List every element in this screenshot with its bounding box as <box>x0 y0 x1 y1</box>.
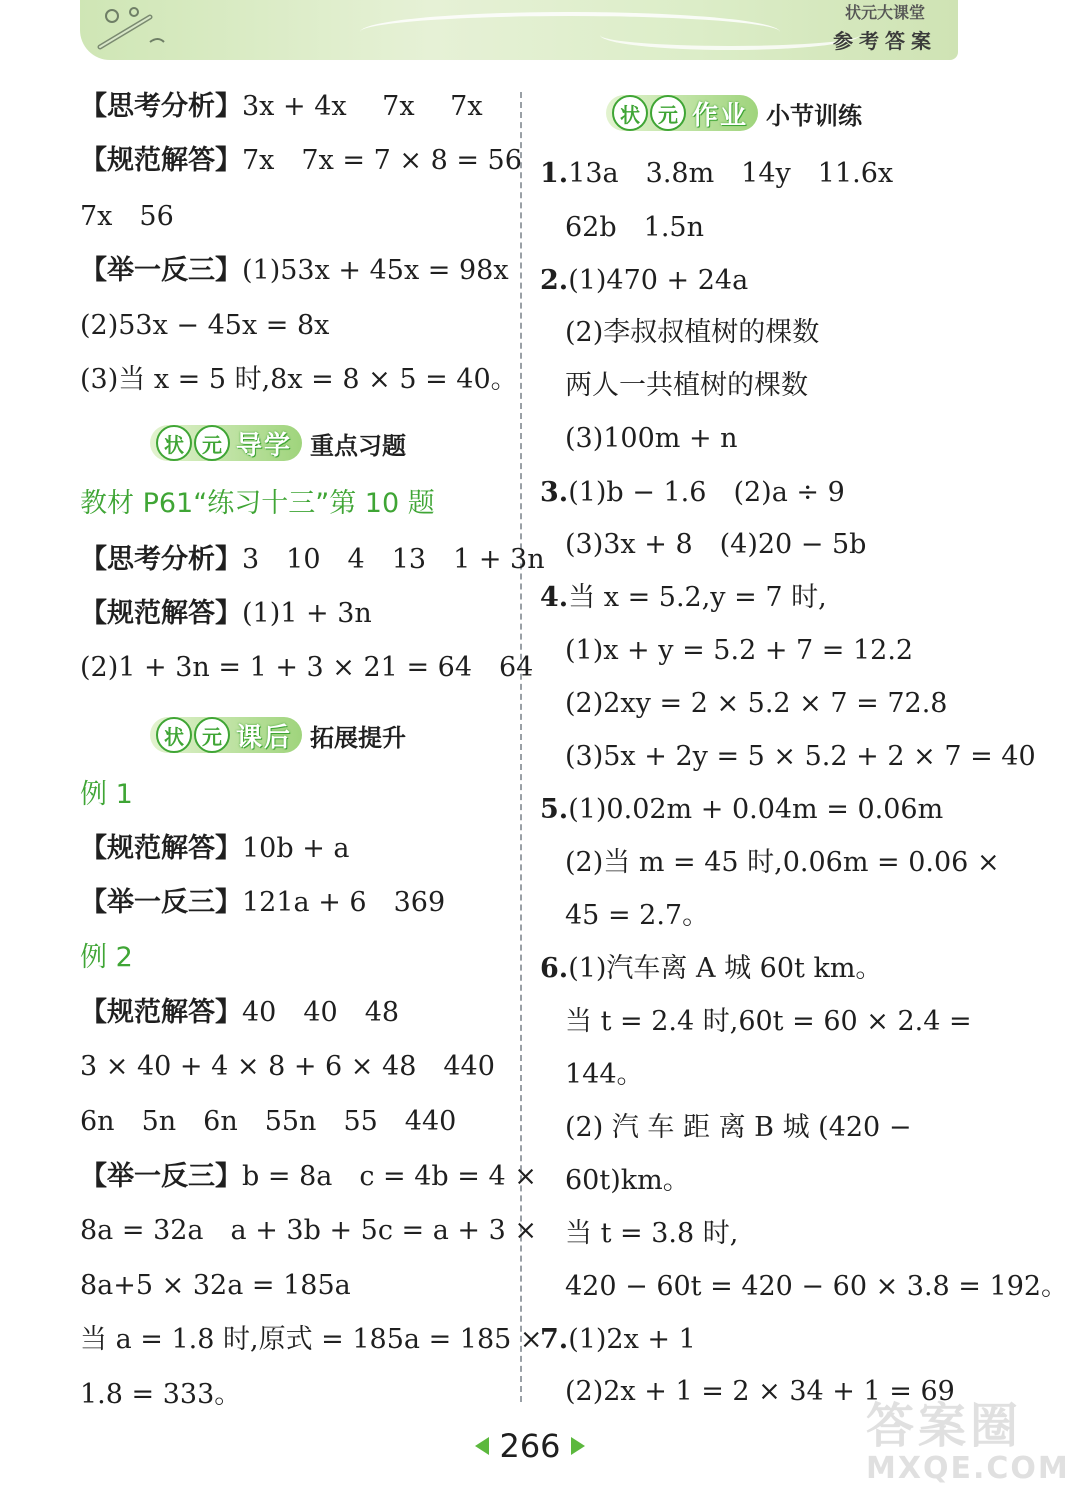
brand-title: 状元大课堂 <box>844 3 925 22</box>
answer-line: (2)李叔叔植树的棵数 <box>565 317 820 348</box>
section-tag: 【举一反三】 <box>80 887 242 918</box>
answer-line: 当 t = 2.4 时,60t = 60 × 2.4 = <box>565 1006 972 1037</box>
badge-icon: 元 <box>194 717 230 753</box>
badge-icon: 元 <box>194 425 230 461</box>
answer-line: 3 × 40 + 4 × 8 + 6 × 48 440 <box>80 1051 495 1082</box>
answer-line <box>80 832 350 866</box>
answer-line: (2)1 + 3n = 1 + 3 × 21 = 64 64 <box>80 652 534 683</box>
answer-line: (3)3x + 8 (4)20 − 5b <box>565 529 867 560</box>
question-number: 4. <box>540 582 569 613</box>
section-tag: 【规范解答】 <box>80 997 242 1028</box>
question-number: 7. <box>540 1324 569 1355</box>
answer-line: (3)100m + n <box>565 423 738 454</box>
answer-line: 62b 1.5n <box>565 212 704 243</box>
answer-line <box>80 254 509 288</box>
section-banner-daoxue <box>150 422 406 464</box>
answer-line <box>80 597 372 631</box>
answer-text: (1)b − 1.6 (2)a ÷ 9 <box>568 477 845 508</box>
badge-icon: 状 <box>156 717 192 753</box>
answer-line <box>540 476 845 510</box>
question-number: 1. <box>540 158 569 189</box>
question-number: 2. <box>540 265 569 296</box>
answer-line <box>80 996 399 1030</box>
section-tag: 【举一反三】 <box>80 255 242 286</box>
answer-line <box>540 581 827 615</box>
badge-icon: 状 <box>156 425 192 461</box>
section-tag: 【思考分析】 <box>80 544 242 575</box>
answer-text: 3x + 4x 7x 7x <box>242 91 483 122</box>
banner-pill <box>150 425 302 461</box>
answer-line <box>540 157 893 191</box>
answer-line <box>540 264 748 298</box>
answer-text: 13a 3.8m 14y 11.6x <box>568 158 894 189</box>
answer-text: (1)汽车离 A 城 60t km。 <box>568 953 883 984</box>
page-number <box>470 1424 590 1468</box>
answer-text: 当 x = 5.2,y = 7 时, <box>568 582 827 613</box>
answer-line <box>80 886 445 920</box>
banner-word: 作业 <box>692 100 749 131</box>
answer-line <box>80 90 483 124</box>
header-brand <box>812 4 958 56</box>
section-tag: 【规范解答】 <box>80 145 242 176</box>
answer-text: 121a + 6 369 <box>242 887 446 918</box>
answer-line: 1.8 = 333。 <box>80 1379 242 1410</box>
answer-line: 60t)km。 <box>565 1165 690 1196</box>
column-divider <box>520 92 522 1402</box>
example-label: 例 2 <box>80 942 133 973</box>
section-tag: 【举一反三】 <box>80 1161 242 1192</box>
textbook-reference: 教材 P61“练习十三”第 10 题 <box>80 488 435 519</box>
answer-text: b = 8a c = 4b = 4 × <box>242 1161 537 1192</box>
answer-line: 8a = 32a a + 3b + 5c = a + 3 × <box>80 1215 538 1246</box>
answer-line <box>540 952 882 986</box>
triangle-right-icon <box>571 1437 585 1455</box>
question-number: 6. <box>540 953 569 984</box>
answer-text: (1)470 + 24a <box>568 265 749 296</box>
answer-text: 7x 7x = 7 × 8 = 56 <box>242 145 522 176</box>
answer-line: (2)当 m = 45 时,0.06m = 0.06 × <box>565 847 1000 878</box>
banner-pill <box>150 717 302 753</box>
question-number: 5. <box>540 794 569 825</box>
answer-text: (1)1 + 3n <box>242 598 372 629</box>
answer-line: 7x 56 <box>80 201 174 232</box>
banner-word: 导学 <box>236 430 293 461</box>
pencil-doodle-icon <box>90 2 170 57</box>
answer-line <box>80 144 522 178</box>
answer-text: (1)0.02m + 0.04m = 0.06m <box>568 794 944 825</box>
answer-line: (2)2x + 1 = 2 × 34 + 1 = 69 <box>565 1376 955 1407</box>
page-number-text: 266 <box>499 1427 561 1465</box>
answer-line: 420 − 60t = 420 − 60 × 3.8 = 192。 <box>565 1271 1069 1302</box>
answer-text: (1)53x + 45x = 98x <box>242 255 509 286</box>
answer-text: 3 10 4 13 1 + 3n <box>242 544 545 575</box>
banner-word: 课后 <box>236 722 293 753</box>
banner-subtitle: 小节训练 <box>766 101 863 130</box>
answer-line: 两人一共植树的棵数 <box>565 370 808 401</box>
answer-line: 45 = 2.7。 <box>565 900 710 931</box>
section-tag: 【规范解答】 <box>80 833 242 864</box>
watermark <box>866 1398 1070 1492</box>
answer-line <box>80 543 545 577</box>
answer-line: (2)2xy = 2 × 5.2 × 7 = 72.8 <box>565 688 948 719</box>
badge-icon: 状 <box>612 95 648 131</box>
example-label: 例 1 <box>80 779 133 810</box>
answer-line <box>540 1323 696 1357</box>
section-banner-kehou <box>150 714 406 756</box>
answer-line: 当 t = 3.8 时, <box>565 1218 739 1249</box>
answer-line: (2) 汽 车 距 离 B 城 (420 − <box>565 1112 912 1143</box>
section-tag: 【思考分析】 <box>80 91 242 122</box>
answer-text: 40 40 48 <box>242 997 400 1028</box>
answer-line: 144。 <box>565 1059 644 1090</box>
banner-subtitle: 重点习题 <box>310 431 407 460</box>
brand-subtitle: 参考答案 <box>833 29 937 53</box>
section-banner-zuoye <box>606 92 862 134</box>
badge-icon: 元 <box>650 95 686 131</box>
answer-line <box>80 1160 537 1194</box>
watermark-url: MXQE.COM <box>866 1451 1070 1486</box>
triangle-left-icon <box>475 1437 489 1455</box>
answer-line: 8a+5 × 32a = 185a <box>80 1270 351 1301</box>
watermark-logo: 答案圈 <box>866 1398 1023 1454</box>
answer-line: 6n 5n 6n 55n 55 440 <box>80 1106 457 1137</box>
answer-line: (1)x + y = 5.2 + 7 = 12.2 <box>565 635 914 666</box>
answer-line: (3)5x + 2y = 5 × 5.2 + 2 × 7 = 40 <box>565 741 1036 772</box>
answer-line: (3)当 x = 5 时,8x = 8 × 5 = 40。 <box>80 364 518 395</box>
answer-text: 10b + a <box>242 833 350 864</box>
answer-text: (1)2x + 1 <box>568 1324 696 1355</box>
answer-line <box>540 793 943 827</box>
banner-pill <box>606 95 758 131</box>
answer-line: 当 a = 1.8 时,原式 = 185a = 185 × <box>80 1324 543 1355</box>
banner-subtitle: 拓展提升 <box>310 723 407 752</box>
answer-line: (2)53x − 45x = 8x <box>80 310 330 341</box>
section-tag: 【规范解答】 <box>80 598 242 629</box>
question-number: 3. <box>540 477 569 508</box>
